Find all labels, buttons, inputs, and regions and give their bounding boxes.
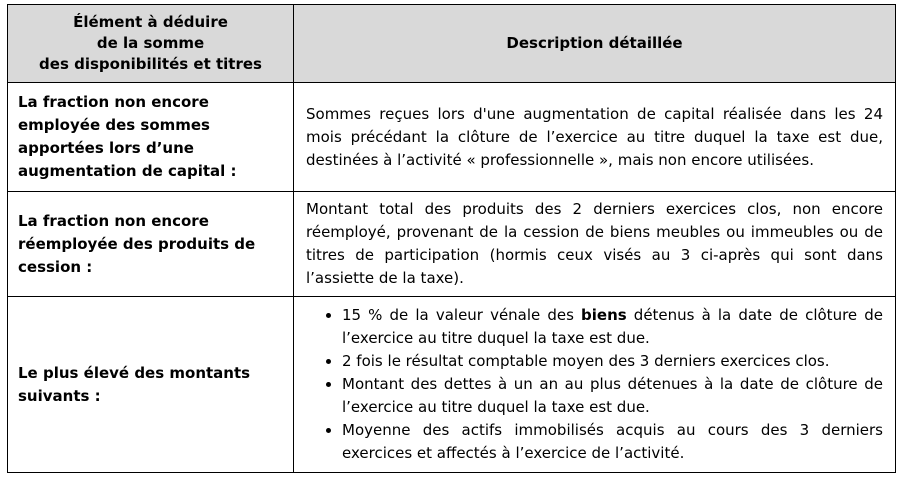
- row-label: La fraction non encore réemployée des produits de cession :: [8, 192, 294, 297]
- bullet-item: [342, 304, 883, 350]
- bullet-item: • Montant des dettes à un an au plus détenues à la date de clôture de l’exercice au titre duquel la taxe est due.: [342, 373, 883, 419]
- header-element: [8, 5, 294, 83]
- header-description: Description détaillée: [294, 5, 896, 83]
- bullet-item: • 2 fois le résultat comptable moyen des 3 derniers exercices clos.: [342, 350, 883, 373]
- row-label: Le plus élevé des montants suivants :: [8, 297, 294, 473]
- row-description: [294, 297, 896, 473]
- table-row: [8, 192, 896, 297]
- row-description: Sommes reçues lors d'une augmentation de capital réalisée dans les 24 mois précédant la clôture de l’exercice au titre duquel la taxe est due, destinées à l’activité « professionnelle », mais non encore utilisées.: [294, 83, 896, 192]
- bullet-text: 15 % de la valeur vénale des: [342, 306, 582, 324]
- bullet-text: détenus à la date de clôture de l’exercice au titre duquel la taxe est due.: [342, 306, 883, 347]
- row-label: La fraction non encore employée des sommes apportées lors d’une augmentation de capital :: [8, 83, 294, 192]
- header-element-line: des disponibilités et titres: [39, 55, 262, 73]
- bullet-bold-text: biens: [581, 306, 627, 324]
- header-element-line: Élément à déduire: [73, 13, 228, 31]
- bullet-list: [306, 304, 883, 465]
- table-row: [8, 83, 896, 192]
- header-element-line: de la somme: [96, 34, 205, 52]
- row-description: Montant total des produits des 2 derniers exercices clos, non encore réemployé, provenant de la cession de biens meubles ou immeubles ou de titres de participation (hormis ceux visés au 3 ci-après qui sont dans l’assiette de la taxe).: [294, 192, 896, 297]
- bullet-item: • Moyenne des actifs immobilisés acquis au cours des 3 derniers exercices et affectés à l’exercice de l’activité.: [342, 419, 883, 465]
- deduction-table: [7, 4, 896, 473]
- table-row: [8, 297, 896, 473]
- table-header-row: [8, 5, 896, 83]
